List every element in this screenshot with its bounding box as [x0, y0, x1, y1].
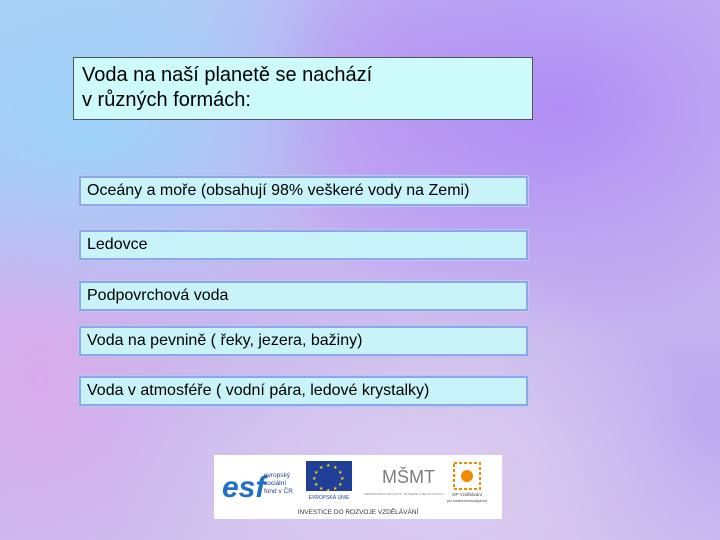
- list-item-surface-water: Voda na pevnině ( řeky, jezera, bažiny): [79, 326, 528, 356]
- esf-text-1: evropský: [264, 472, 291, 479]
- op-logo: [447, 463, 487, 503]
- logo-footer: INVESTICE DO ROZVOJE VZDĚLÁVÁNÍ: [297, 509, 419, 516]
- logo-banner: [214, 455, 502, 519]
- svg-text:★: ★: [338, 470, 343, 476]
- list-item-oceans: Oceány a moře (obsahují 98% veškeré vody na Zemi): [79, 176, 528, 206]
- logo-banner-graphic: [214, 455, 502, 519]
- svg-text:★: ★: [326, 463, 331, 469]
- op-text-1: OP Vzdělávání: [452, 492, 482, 497]
- svg-text:★: ★: [338, 482, 343, 488]
- svg-text:★: ★: [312, 476, 317, 482]
- svg-text:★: ★: [333, 465, 338, 471]
- esf-logo: [222, 471, 293, 504]
- list-item-atmosphere: Voda v atmosféře ( vodní pára, ledové krystalky): [79, 376, 528, 406]
- msmt-caption: MINISTERSTVO ŠKOLSTVÍ, MLÁDEŽE A TĚLOVÝCHOVY: [364, 492, 444, 496]
- title-line-1: Voda na naší planetě se nachází: [82, 64, 373, 86]
- svg-text:★: ★: [326, 488, 331, 494]
- msmt-text: MŠMT: [382, 467, 435, 487]
- title-box: [73, 57, 533, 120]
- eu-flag-logo: [306, 461, 352, 501]
- title-line-2: v různých formách:: [82, 89, 251, 111]
- op-text-2: pro konkurenceschopnost: [446, 499, 488, 503]
- eu-caption: EVROPSKÁ UNIE: [308, 495, 350, 501]
- esf-text-2: sociální: [264, 480, 287, 487]
- svg-text:★: ★: [314, 482, 319, 488]
- msmt-logo: [364, 466, 444, 496]
- svg-text:★: ★: [333, 486, 338, 492]
- svg-text:★: ★: [314, 470, 319, 476]
- svg-text:★: ★: [340, 476, 345, 482]
- svg-text:★: ★: [319, 486, 324, 492]
- list-item-glaciers: Ledovce: [79, 230, 528, 260]
- list-item-groundwater: Podpovrchová voda: [79, 281, 528, 311]
- svg-text:esf: esf: [222, 471, 266, 504]
- esf-text-3: fond v ČR: [264, 488, 293, 495]
- svg-text:★: ★: [319, 465, 324, 471]
